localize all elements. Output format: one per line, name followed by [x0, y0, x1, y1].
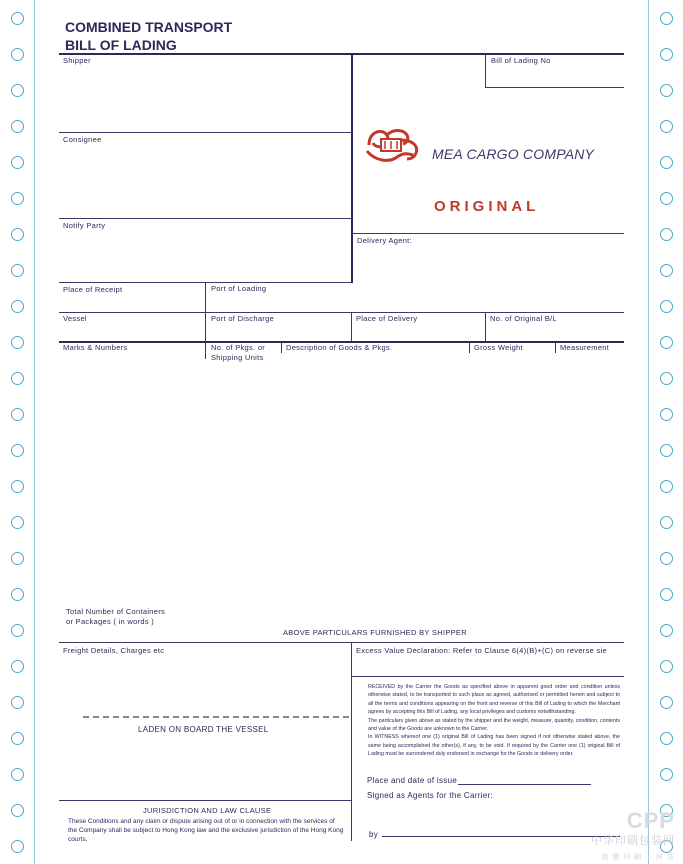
tractor-hole	[11, 228, 24, 241]
vessel-label: Vessel	[63, 314, 87, 323]
received-clause	[368, 683, 620, 759]
tractor-hole	[11, 732, 24, 745]
lower-center-divider	[351, 643, 352, 841]
excess-bottom	[352, 676, 624, 677]
tractor-hole	[660, 48, 673, 61]
gross-weight-label: Gross Weight	[474, 343, 523, 352]
watermark-sub2: 我 要 印 刷 下 网 站	[601, 854, 675, 861]
tractor-hole	[11, 588, 24, 601]
bl-no-box-bottom	[485, 87, 624, 88]
consignee-label: Consignee	[63, 135, 102, 144]
tractor-hole	[660, 156, 673, 169]
jurisdiction-top	[59, 800, 351, 801]
watermark-sub: 中华印刷包装网	[591, 835, 675, 847]
freight-top	[59, 642, 624, 643]
tractor-hole	[11, 660, 24, 673]
place-date-issue-label: Place and date of issue	[367, 776, 458, 785]
tractor-hole	[11, 696, 24, 709]
center-divider-upper	[351, 54, 353, 283]
measurement-label: Measurement	[560, 343, 610, 352]
tractor-hole	[660, 264, 673, 277]
tractor-hole	[660, 552, 673, 565]
original-stamp: ORIGINAL	[434, 198, 540, 215]
port-of-discharge-label: Port of Discharge	[211, 314, 275, 323]
bl-no-box-left	[485, 54, 486, 87]
tractor-hole	[660, 372, 673, 385]
jurisdiction-title: JURISDICTION AND LAW CLAUSE	[143, 806, 272, 815]
tractor-hole	[11, 768, 24, 781]
right-tractor-strip	[648, 0, 683, 864]
company-name: MEA CARGO COMPANY	[432, 146, 595, 162]
receipt-divider	[205, 282, 206, 359]
top-rule	[59, 53, 624, 55]
jurisdiction-text: These Conditions and any claim or dispute arising out of or in connection with the services of the Company shall be subject to Hong Kong law and the exclusive jurisdiction of the Hong Kong courts.	[68, 818, 344, 843]
desc-divider	[281, 342, 282, 353]
tractor-hole	[660, 192, 673, 205]
place-of-receipt-label: Place of Receipt	[63, 285, 123, 294]
laden-dashed-line	[83, 716, 349, 718]
clause-paragraph-1: RECEIVED by the Carrier the Goods as specified above in apparent good order and condition unless otherwise stated, to be transported to such place as agreed, authorised or permitted herein and subject to all the terms and conditions appearing on the front and reverse of this Bill of Lading to which the Merchant agrees by accepting this Bill of Lading, any local privileges and customs notwithstanding.	[368, 684, 620, 716]
left-tractor-strip	[0, 0, 35, 864]
tractor-hole	[11, 372, 24, 385]
tractor-hole	[660, 480, 673, 493]
watermark-brand: CPP	[626, 808, 675, 833]
tractor-hole	[11, 444, 24, 457]
excess-value-label: Excess Value Declaration: Refer to Clause 6(4)(B)+(C) on reverse sie	[356, 646, 607, 655]
no-of-pkgs-label-1: No. of Pkgs. or	[211, 343, 266, 352]
tractor-hole	[660, 732, 673, 745]
shipper-label: Shipper	[63, 56, 91, 65]
tractor-hole	[11, 516, 24, 529]
tractor-hole	[660, 696, 673, 709]
weight-divider	[469, 342, 470, 353]
row-vessel-top	[59, 312, 624, 313]
no-of-pkgs-label-2: Shipping Units	[211, 353, 264, 362]
tractor-hole	[660, 228, 673, 241]
delivery-agent-label: Delivery Agent:	[357, 236, 412, 245]
tractor-hole	[660, 300, 673, 313]
tractor-hole	[660, 408, 673, 421]
freight-details-label: Freight Details, Charges etc	[63, 646, 165, 655]
tractor-hole	[11, 48, 24, 61]
tractor-hole	[660, 624, 673, 637]
tractor-hole	[11, 264, 24, 277]
by-label: by	[369, 830, 379, 839]
title-line-2: BILL OF LADING	[65, 37, 177, 53]
tractor-hole	[660, 660, 673, 673]
agent-top	[352, 233, 624, 234]
company-logo	[363, 125, 423, 165]
tractor-hole	[11, 156, 24, 169]
tractor-hole	[11, 192, 24, 205]
tractor-hole	[660, 120, 673, 133]
tractor-hole	[660, 768, 673, 781]
marks-numbers-label: Marks & Numbers	[63, 343, 128, 352]
bl-no-label: Bill of Lading No	[491, 56, 551, 65]
tractor-hole	[11, 300, 24, 313]
description-label: Description of Goods & Pkgs.	[286, 343, 393, 352]
clause-paragraph-2: The particulars given above as stated by the shipper and the weight, measure, quantity, condition, contents and value of the Goods are unknown to the Carrier.	[368, 717, 620, 733]
title-line-1: COMBINED TRANSPORT	[65, 19, 233, 35]
tractor-hole	[660, 12, 673, 25]
center-divider-lower	[351, 312, 352, 341]
tractor-hole	[11, 552, 24, 565]
tractor-hole	[660, 336, 673, 349]
total-containers-label-2: or Packages ( in words )	[66, 617, 155, 626]
total-containers-label-1: Total Number of Containers	[66, 607, 166, 616]
tractor-hole	[11, 624, 24, 637]
tractor-hole	[11, 840, 24, 853]
above-particulars-label: ABOVE PARTICULARS FURNISHED BY SHIPPER	[283, 628, 467, 637]
tractor-hole	[660, 84, 673, 97]
place-date-issue-line	[458, 784, 591, 785]
tractor-hole	[11, 408, 24, 421]
shipper-bottom	[59, 132, 351, 133]
no-of-original-label: No. of Original B/L	[490, 314, 557, 323]
port-of-loading-label: Port of Loading	[211, 284, 267, 293]
signed-agents-label: Signed as Agents for the Carrier:	[367, 791, 493, 800]
document-title	[65, 18, 232, 54]
consignee-bottom	[59, 218, 351, 219]
tractor-hole	[11, 84, 24, 97]
tractor-hole	[11, 480, 24, 493]
clause-paragraph-3: In WITNESS whereof one (1) original Bill of Lading has been signed if not otherwise stated above, the same being accomplished the other(s), if any, to be void. If required by the Carrier one (1) original Bill of Lading must be surrendered duly endorsed in exchange for the Goods or delivery order.	[368, 734, 620, 758]
tractor-hole	[11, 12, 24, 25]
original-divider	[485, 312, 486, 341]
tractor-hole	[660, 516, 673, 529]
tractor-hole	[11, 120, 24, 133]
signature-line	[382, 836, 620, 837]
tractor-hole	[11, 336, 24, 349]
notify-party-label: Notify Party	[63, 221, 106, 230]
place-of-delivery-label: Place of Delivery	[356, 314, 418, 323]
tractor-hole	[11, 804, 24, 817]
tractor-hole	[660, 588, 673, 601]
laden-on-board-label: LADEN ON BOARD THE VESSEL	[138, 725, 269, 734]
tractor-hole	[660, 444, 673, 457]
measure-divider	[555, 342, 556, 353]
